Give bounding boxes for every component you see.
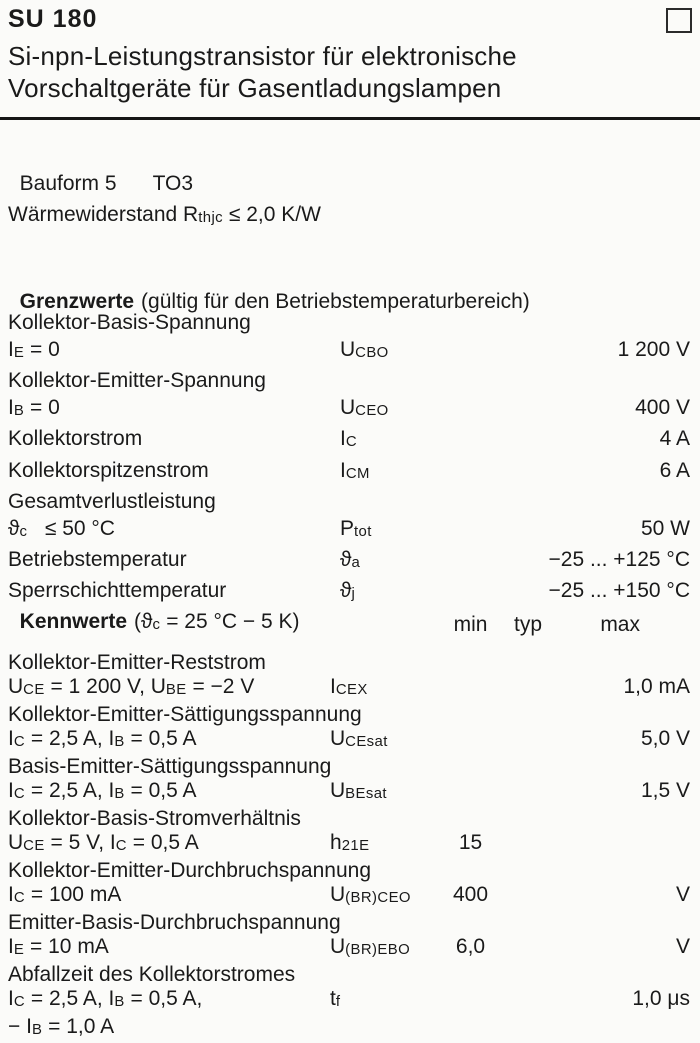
param-value xyxy=(510,309,690,336)
param-symbol xyxy=(330,755,442,779)
param-label: Emitter-Basis-Durchbruchspannung xyxy=(8,911,341,934)
param-symbol xyxy=(340,488,510,515)
param-typ xyxy=(499,755,557,779)
param-symbol xyxy=(330,1015,442,1043)
param-max xyxy=(557,963,690,987)
col-header-typ: typ xyxy=(513,613,542,636)
grenzwerte-heading xyxy=(8,266,530,314)
corner-marker-icon xyxy=(666,8,692,33)
grenzwerte-heading-label: Grenzwerte xyxy=(19,290,135,313)
param-value: 6 A xyxy=(659,458,690,482)
param-value xyxy=(510,367,690,394)
param-symbol: UCEO xyxy=(340,396,389,420)
param-typ xyxy=(499,963,557,987)
param-label: Gesamtverlustleistung xyxy=(8,489,216,513)
param-label: Kollektor-Emitter-Durchbruchspannung xyxy=(8,859,371,882)
param-symbol xyxy=(340,367,510,394)
param-value: 50 W xyxy=(640,516,690,540)
param-symbol xyxy=(330,703,442,727)
param-label: IE = 0 xyxy=(8,338,60,362)
param-typ xyxy=(499,883,557,911)
param-label: Kollektor-Emitter-Spannung xyxy=(8,369,266,393)
param-symbol xyxy=(330,911,442,935)
param-value: 1 200 V xyxy=(617,338,690,361)
param-label: Kollektor-Basis-Spannung xyxy=(8,311,251,334)
param-symbol: ϑj xyxy=(340,579,356,603)
param-typ xyxy=(499,703,557,727)
param-max xyxy=(557,1015,690,1043)
param-symbol: h21E xyxy=(330,830,370,855)
param-value xyxy=(510,488,690,515)
param-symbol xyxy=(330,807,442,831)
param-max: 1,0 μs xyxy=(632,986,690,1010)
param-max: 5,0 V xyxy=(640,726,690,750)
param-max xyxy=(557,807,690,831)
param-symbol xyxy=(330,859,442,883)
param-min xyxy=(442,779,499,807)
param-symbol: UBEsat xyxy=(330,778,387,803)
param-symbol: ICM xyxy=(340,458,370,482)
param-max xyxy=(557,859,690,883)
param-symbol xyxy=(330,651,442,675)
param-label: Kollektor-Basis-Stromverhältnis xyxy=(8,807,301,830)
param-label: IB = 0 xyxy=(8,396,60,420)
kennwerte-heading-note: (ϑc = 25 °C − 5 K) xyxy=(134,610,300,634)
param-typ xyxy=(499,935,557,963)
param-label: IC = 2,5 A, IB = 0,5 A xyxy=(8,778,197,803)
param-max xyxy=(557,651,690,675)
param-label: ϑc ≤ 50 °C xyxy=(8,516,115,540)
param-symbol: UCBO xyxy=(340,338,389,362)
divider-rule xyxy=(0,117,700,120)
page-subtitle xyxy=(8,40,517,104)
param-label: Kollektor-Emitter-Reststrom xyxy=(8,651,266,674)
param-min xyxy=(442,987,499,1015)
bauform-label: Bauform 5 xyxy=(19,172,117,195)
kennwerte-table xyxy=(8,651,690,1043)
col-header-min: min xyxy=(453,613,488,636)
param-label: IC = 100 mA xyxy=(8,882,122,907)
package-label: TO3 xyxy=(152,172,194,195)
param-max: 1,0 mA xyxy=(623,674,690,698)
subtitle-line-2: Vorschaltgeräte für Gasentladungslampen xyxy=(8,73,502,103)
thermal-resistance-line: Wärmewiderstand Rthjc ≤ 2,0 K/W xyxy=(8,203,321,227)
param-symbol: ICEX xyxy=(330,674,368,699)
param-label: Basis-Emitter-Sättigungsspannung xyxy=(8,755,332,778)
param-max: V xyxy=(675,882,690,906)
param-typ xyxy=(499,911,557,935)
param-min xyxy=(442,651,499,675)
param-label: IE = 10 mA xyxy=(8,934,109,959)
param-symbol: U(BR)CEO xyxy=(330,882,411,907)
param-min xyxy=(442,859,499,883)
param-value: 4 A xyxy=(659,427,690,451)
param-label: Abfallzeit des Kollektorstromes xyxy=(8,963,296,986)
param-symbol: tf xyxy=(330,986,341,1011)
col-header-max: max xyxy=(600,613,640,636)
param-label: Betriebstemperatur xyxy=(8,547,187,571)
param-min: 400 xyxy=(452,882,489,906)
param-label: Kollektorspitzenstrom xyxy=(8,458,209,482)
param-min xyxy=(442,963,499,987)
param-value: −25 ... +125 °C xyxy=(548,547,690,571)
param-symbol: UCEsat xyxy=(330,726,388,751)
param-typ xyxy=(499,807,557,831)
param-max: 1,5 V xyxy=(640,778,690,802)
param-typ xyxy=(499,651,557,675)
param-max xyxy=(557,831,690,859)
param-min: 6,0 xyxy=(455,934,486,958)
param-label: Kollektorstrom xyxy=(8,427,143,451)
param-min: 15 xyxy=(458,830,483,854)
subtitle-line-1: Si-npn-Leistungstransistor für elektronische xyxy=(8,41,517,71)
param-symbol xyxy=(340,309,510,336)
param-symbol xyxy=(330,963,442,987)
param-typ xyxy=(499,859,557,883)
param-typ xyxy=(499,987,557,1015)
param-symbol: U(BR)EBO xyxy=(330,934,411,959)
param-label: UCE = 1 200 V, UBE = −2 V xyxy=(8,674,255,699)
param-label: − IB = 1,0 A xyxy=(8,1015,115,1039)
param-typ xyxy=(499,1015,557,1043)
param-min xyxy=(442,727,499,755)
param-min xyxy=(442,911,499,935)
param-label: IC = 2,5 A, IB = 0,5 A, xyxy=(8,986,203,1011)
grenzwerte-heading-note: (gültig für den Betriebstemperaturbereich) xyxy=(141,290,530,313)
param-label: IC = 2,5 A, IB = 0,5 A xyxy=(8,726,197,751)
param-min xyxy=(442,1015,499,1043)
page-title: SU 180 xyxy=(8,5,98,33)
param-typ xyxy=(499,727,557,755)
param-symbol: ϑa xyxy=(340,547,361,572)
param-label: Kollektor-Emitter-Sättigungsspannung xyxy=(8,703,362,726)
param-max xyxy=(557,703,690,727)
param-value: −25 ... +150 °C xyxy=(548,579,690,603)
param-min xyxy=(442,675,499,703)
param-max xyxy=(557,911,690,935)
kennwerte-column-headers xyxy=(8,613,690,637)
param-typ xyxy=(499,779,557,807)
param-min xyxy=(442,755,499,779)
bauform-line xyxy=(8,148,193,196)
kennwerte-heading-label: Kennwerte xyxy=(19,610,128,633)
param-max: V xyxy=(675,934,690,958)
param-label: Sperrschichttemperatur xyxy=(8,579,227,603)
param-label: UCE = 5 V, IC = 0,5 A xyxy=(8,830,199,855)
param-min xyxy=(442,807,499,831)
param-value: 400 V xyxy=(635,396,690,420)
param-typ xyxy=(499,675,557,703)
param-min xyxy=(442,703,499,727)
param-max xyxy=(557,755,690,779)
param-symbol: Ptot xyxy=(340,516,372,540)
grenzwerte-table xyxy=(8,309,690,608)
param-symbol: IC xyxy=(340,427,358,451)
param-typ xyxy=(499,831,557,859)
